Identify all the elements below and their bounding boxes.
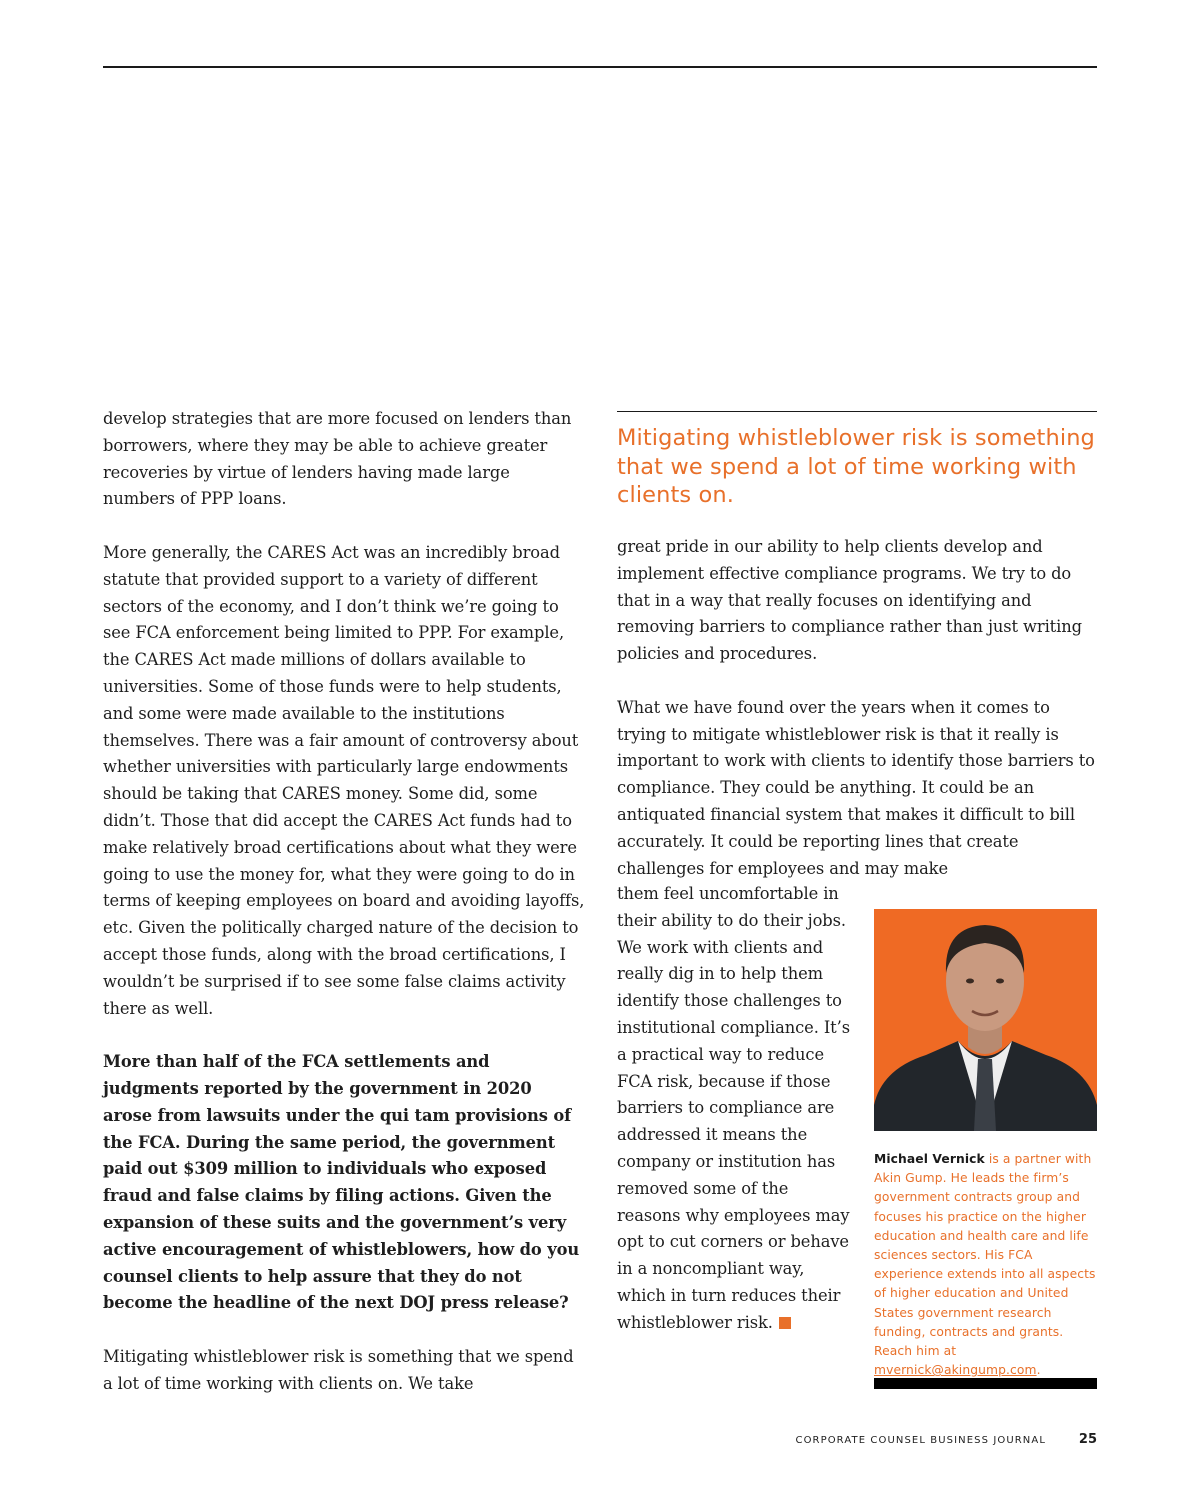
pullquote-rule: [617, 411, 1097, 412]
right-paragraph-2: What we have found over the years when it comes to trying to mitigate whistleblower risk is that it really is important to work with clients to identify those barriers to compliance. They could be anything. It could be an antiquated financial system that makes it difficult to bill accurately. It could be reporting lines that create challenges for employees and may make: [617, 697, 1095, 878]
right-paragraph-2-continued-text: them feel uncomfortable in their ability to do their jobs. We work with clients and really dig in to help them identify those challenges to institutional compliance. It’s a practical way to reduce FCA risk, because if those barriers to compliance are addressed it means the company or institution has removed some of the reasons why employees may opt to cut corners or behave in a noncompliant way, which in turn reduces their whistleblower risk.: [617, 884, 850, 1332]
right-column-narrow: [617, 881, 853, 1337]
author-name: Michael Vernick: [874, 1152, 985, 1166]
caption-bar: [874, 1378, 1097, 1389]
author-bio-text: is a partner with Akin Gump. He leads the firm’s government contracts group and focuses his practice on the higher education and health care and life sciences sectors. His FCA experience extends into all aspects of higher education and United States government research funding, contracts and grants. Reach him at: [874, 1152, 1096, 1359]
right-paragraph-2-continued: [617, 881, 853, 1337]
page-number: 25: [1078, 1432, 1097, 1447]
end-of-article-mark: [779, 1317, 791, 1329]
author-email-link[interactable]: mvernick@akingump.com: [874, 1363, 1037, 1378]
left-column: [103, 406, 585, 1424]
left-paragraph-2: More generally, the CARES Act was an incredibly broad statute that provided support to a variety of different sectors of the economy, and I don’t think we’re going to see FCA enforcement being limited to PPP. For example, the CARES Act made millions of dollars available to universities. Some of those funds were to help students, and some were made available to the institutions themselves. There was a fair amount of controversy about whether universities with particularly large endowments should be taking that CARES money. Some did, some didn’t. Those that did accept the CARES Act funds had to make relatively broad certifications about what they were going to use the money for, what they were going to do in terms of keeping employees on board and avoiding layoffs, etc. Given the politically charged nature of the decision to accept those funds, along with the broad certifications, I wouldn’t be surprised if to see some false claims activity there as well.: [103, 542, 585, 1018]
author-bio: [874, 1150, 1100, 1380]
author-photo: [874, 909, 1097, 1131]
footer-publication-name: CORPORATE COUNSEL BUSINESS JOURNAL: [795, 1435, 1046, 1446]
pullquote: Mitigating whistleblower risk is something that we spend a lot of time working with clients on.: [617, 425, 1095, 508]
interview-question: More than half of the FCA settlements and judgments reported by the government in 2020 arose from lawsuits under the qui tam provisions of the FCA. During the same period, the government paid out $309 million to individuals who exposed fraud and false claims by filing actions. Given the expansion of these suits and the government’s very active encouragement of whistleblowers, how do you counsel clients to help assure that they do not become the headline of the next DOJ press release?: [103, 1052, 580, 1313]
left-paragraph-3: Mitigating whistleblower risk is something that we spend a lot of time working with clients on. We take: [103, 1346, 574, 1393]
top-rule: [103, 66, 1097, 68]
right-paragraph-1: great pride in our ability to help clients develop and implement effective compliance programs. We try to do that in a way that really focuses on identifying and removing barriers to compliance rather than just writing policies and procedures.: [617, 537, 1082, 664]
left-paragraph-1: develop strategies that are more focused on lenders than borrowers, where they may be able to achieve greater recoveries by virtue of lenders having made large numbers of PPP loans.: [103, 409, 572, 509]
right-column: [617, 534, 1097, 909]
pullquote-block: [617, 411, 1097, 510]
author-portrait-illustration: [874, 909, 1097, 1131]
author-bio-end: .: [1036, 1363, 1041, 1378]
